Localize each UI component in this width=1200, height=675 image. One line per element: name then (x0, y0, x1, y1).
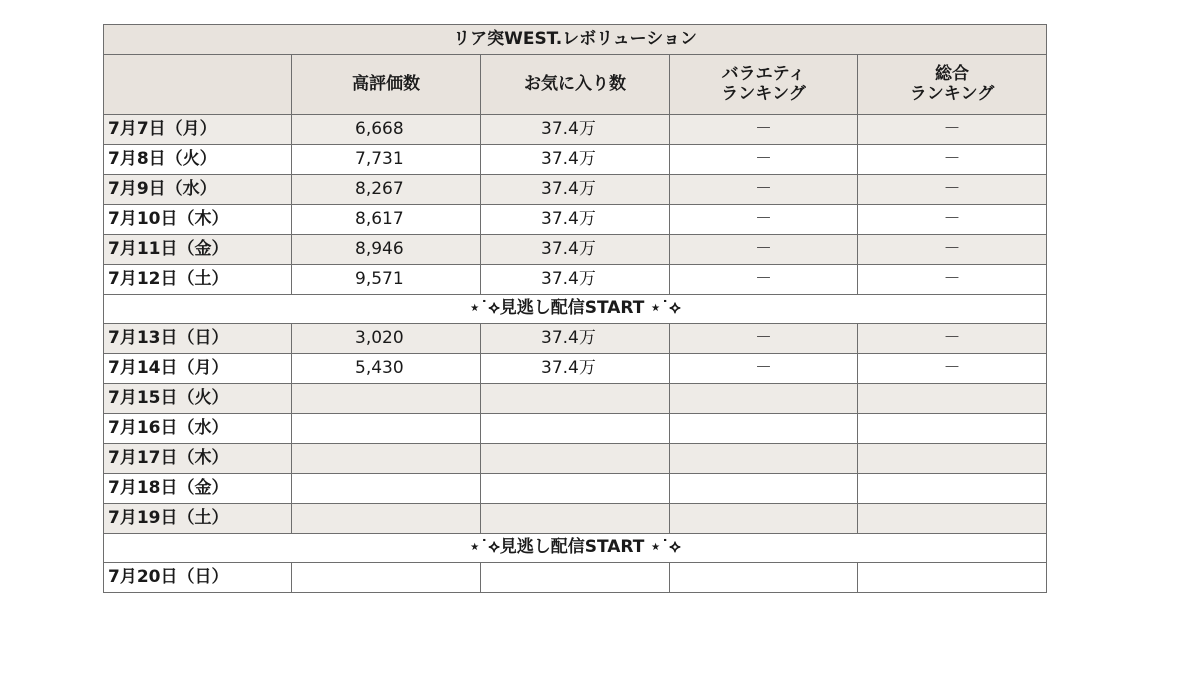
overall-rank-cell: － (858, 324, 1047, 354)
overall-rank-cell (858, 563, 1047, 593)
header-variety-ranking: バラエティ ランキング (670, 55, 858, 115)
table-row (104, 205, 1047, 235)
likes-cell: 5,430 (292, 354, 481, 384)
favorites-cell: 37.4万 (481, 324, 670, 354)
favorites-cell: 37.4万 (481, 235, 670, 265)
favorites-cell (481, 414, 670, 444)
variety-rank-cell: － (670, 235, 858, 265)
overall-rank-cell (858, 474, 1047, 504)
date-cell: 7月7日（月） (104, 115, 292, 145)
overall-rank-cell: － (858, 145, 1047, 175)
table-row (104, 563, 1047, 593)
variety-rank-cell: － (670, 265, 858, 295)
header-favorites: お気に入り数 (481, 55, 670, 115)
likes-cell: 3,020 (292, 324, 481, 354)
favorites-cell: 37.4万 (481, 354, 670, 384)
streaming-banner-text: ⋆˙⟡見逃し配信START ⋆˙⟡ (104, 295, 1047, 324)
likes-cell: 6,668 (292, 115, 481, 145)
favorites-cell: 37.4万 (481, 115, 670, 145)
overall-rank-cell (858, 444, 1047, 474)
favorites-cell: 37.4万 (481, 175, 670, 205)
date-cell: 7月13日（日） (104, 324, 292, 354)
likes-cell: 8,617 (292, 205, 481, 235)
table-row (104, 474, 1047, 504)
date-cell: 7月12日（土） (104, 265, 292, 295)
variety-rank-cell: － (670, 324, 858, 354)
variety-rank-cell: － (670, 354, 858, 384)
date-cell: 7月14日（月） (104, 354, 292, 384)
overall-rank-cell: － (858, 265, 1047, 295)
favorites-cell: 37.4万 (481, 205, 670, 235)
date-cell: 7月11日（金） (104, 235, 292, 265)
likes-cell: 8,267 (292, 175, 481, 205)
table-row (104, 444, 1047, 474)
favorites-cell (481, 474, 670, 504)
variety-rank-cell (670, 474, 858, 504)
likes-cell: 7,731 (292, 145, 481, 175)
streaming-banner-row (104, 534, 1047, 563)
overall-rank-cell: － (858, 115, 1047, 145)
favorites-cell (481, 444, 670, 474)
ranking-table-container (103, 24, 1047, 593)
variety-rank-cell (670, 444, 858, 474)
table-row (104, 235, 1047, 265)
streaming-banner-row (104, 295, 1047, 324)
overall-rank-cell: － (858, 205, 1047, 235)
table-row (104, 414, 1047, 444)
date-cell: 7月19日（土） (104, 504, 292, 534)
variety-rank-cell (670, 504, 858, 534)
variety-rank-cell: － (670, 175, 858, 205)
date-cell: 7月16日（水） (104, 414, 292, 444)
table-row (104, 384, 1047, 414)
table-row (104, 324, 1047, 354)
favorites-cell (481, 504, 670, 534)
likes-cell: 8,946 (292, 235, 481, 265)
streaming-banner-text: ⋆˙⟡見逃し配信START ⋆˙⟡ (104, 534, 1047, 563)
date-cell: 7月15日（火） (104, 384, 292, 414)
date-cell: 7月20日（日） (104, 563, 292, 593)
variety-rank-cell (670, 563, 858, 593)
favorites-cell (481, 384, 670, 414)
favorites-cell: 37.4万 (481, 145, 670, 175)
header-likes: 高評価数 (292, 55, 481, 115)
overall-rank-cell (858, 384, 1047, 414)
table-row (104, 115, 1047, 145)
overall-rank-cell: － (858, 354, 1047, 384)
table-row (104, 145, 1047, 175)
table-row (104, 354, 1047, 384)
date-cell: 7月10日（木） (104, 205, 292, 235)
date-cell: 7月9日（水） (104, 175, 292, 205)
table-row (104, 265, 1047, 295)
overall-rank-cell: － (858, 235, 1047, 265)
ranking-table (103, 24, 1047, 593)
table-body (104, 115, 1047, 593)
likes-cell (292, 474, 481, 504)
overall-rank-cell (858, 504, 1047, 534)
variety-rank-cell (670, 414, 858, 444)
favorites-cell (481, 563, 670, 593)
likes-cell: 9,571 (292, 265, 481, 295)
title-row (104, 25, 1047, 55)
variety-rank-cell: － (670, 115, 858, 145)
header-row (104, 55, 1047, 115)
date-cell: 7月17日（木） (104, 444, 292, 474)
likes-cell (292, 384, 481, 414)
date-cell: 7月18日（金） (104, 474, 292, 504)
table-row (104, 175, 1047, 205)
likes-cell (292, 414, 481, 444)
header-blank (104, 55, 292, 115)
date-cell: 7月8日（火） (104, 145, 292, 175)
variety-rank-cell: － (670, 145, 858, 175)
favorites-cell: 37.4万 (481, 265, 670, 295)
likes-cell (292, 563, 481, 593)
overall-rank-cell (858, 414, 1047, 444)
variety-rank-cell: － (670, 205, 858, 235)
likes-cell (292, 444, 481, 474)
header-overall-ranking: 総合 ランキング (858, 55, 1047, 115)
likes-cell (292, 504, 481, 534)
overall-rank-cell: － (858, 175, 1047, 205)
variety-rank-cell (670, 384, 858, 414)
table-title: リア突WEST.レボリューション (104, 25, 1047, 55)
table-row (104, 504, 1047, 534)
